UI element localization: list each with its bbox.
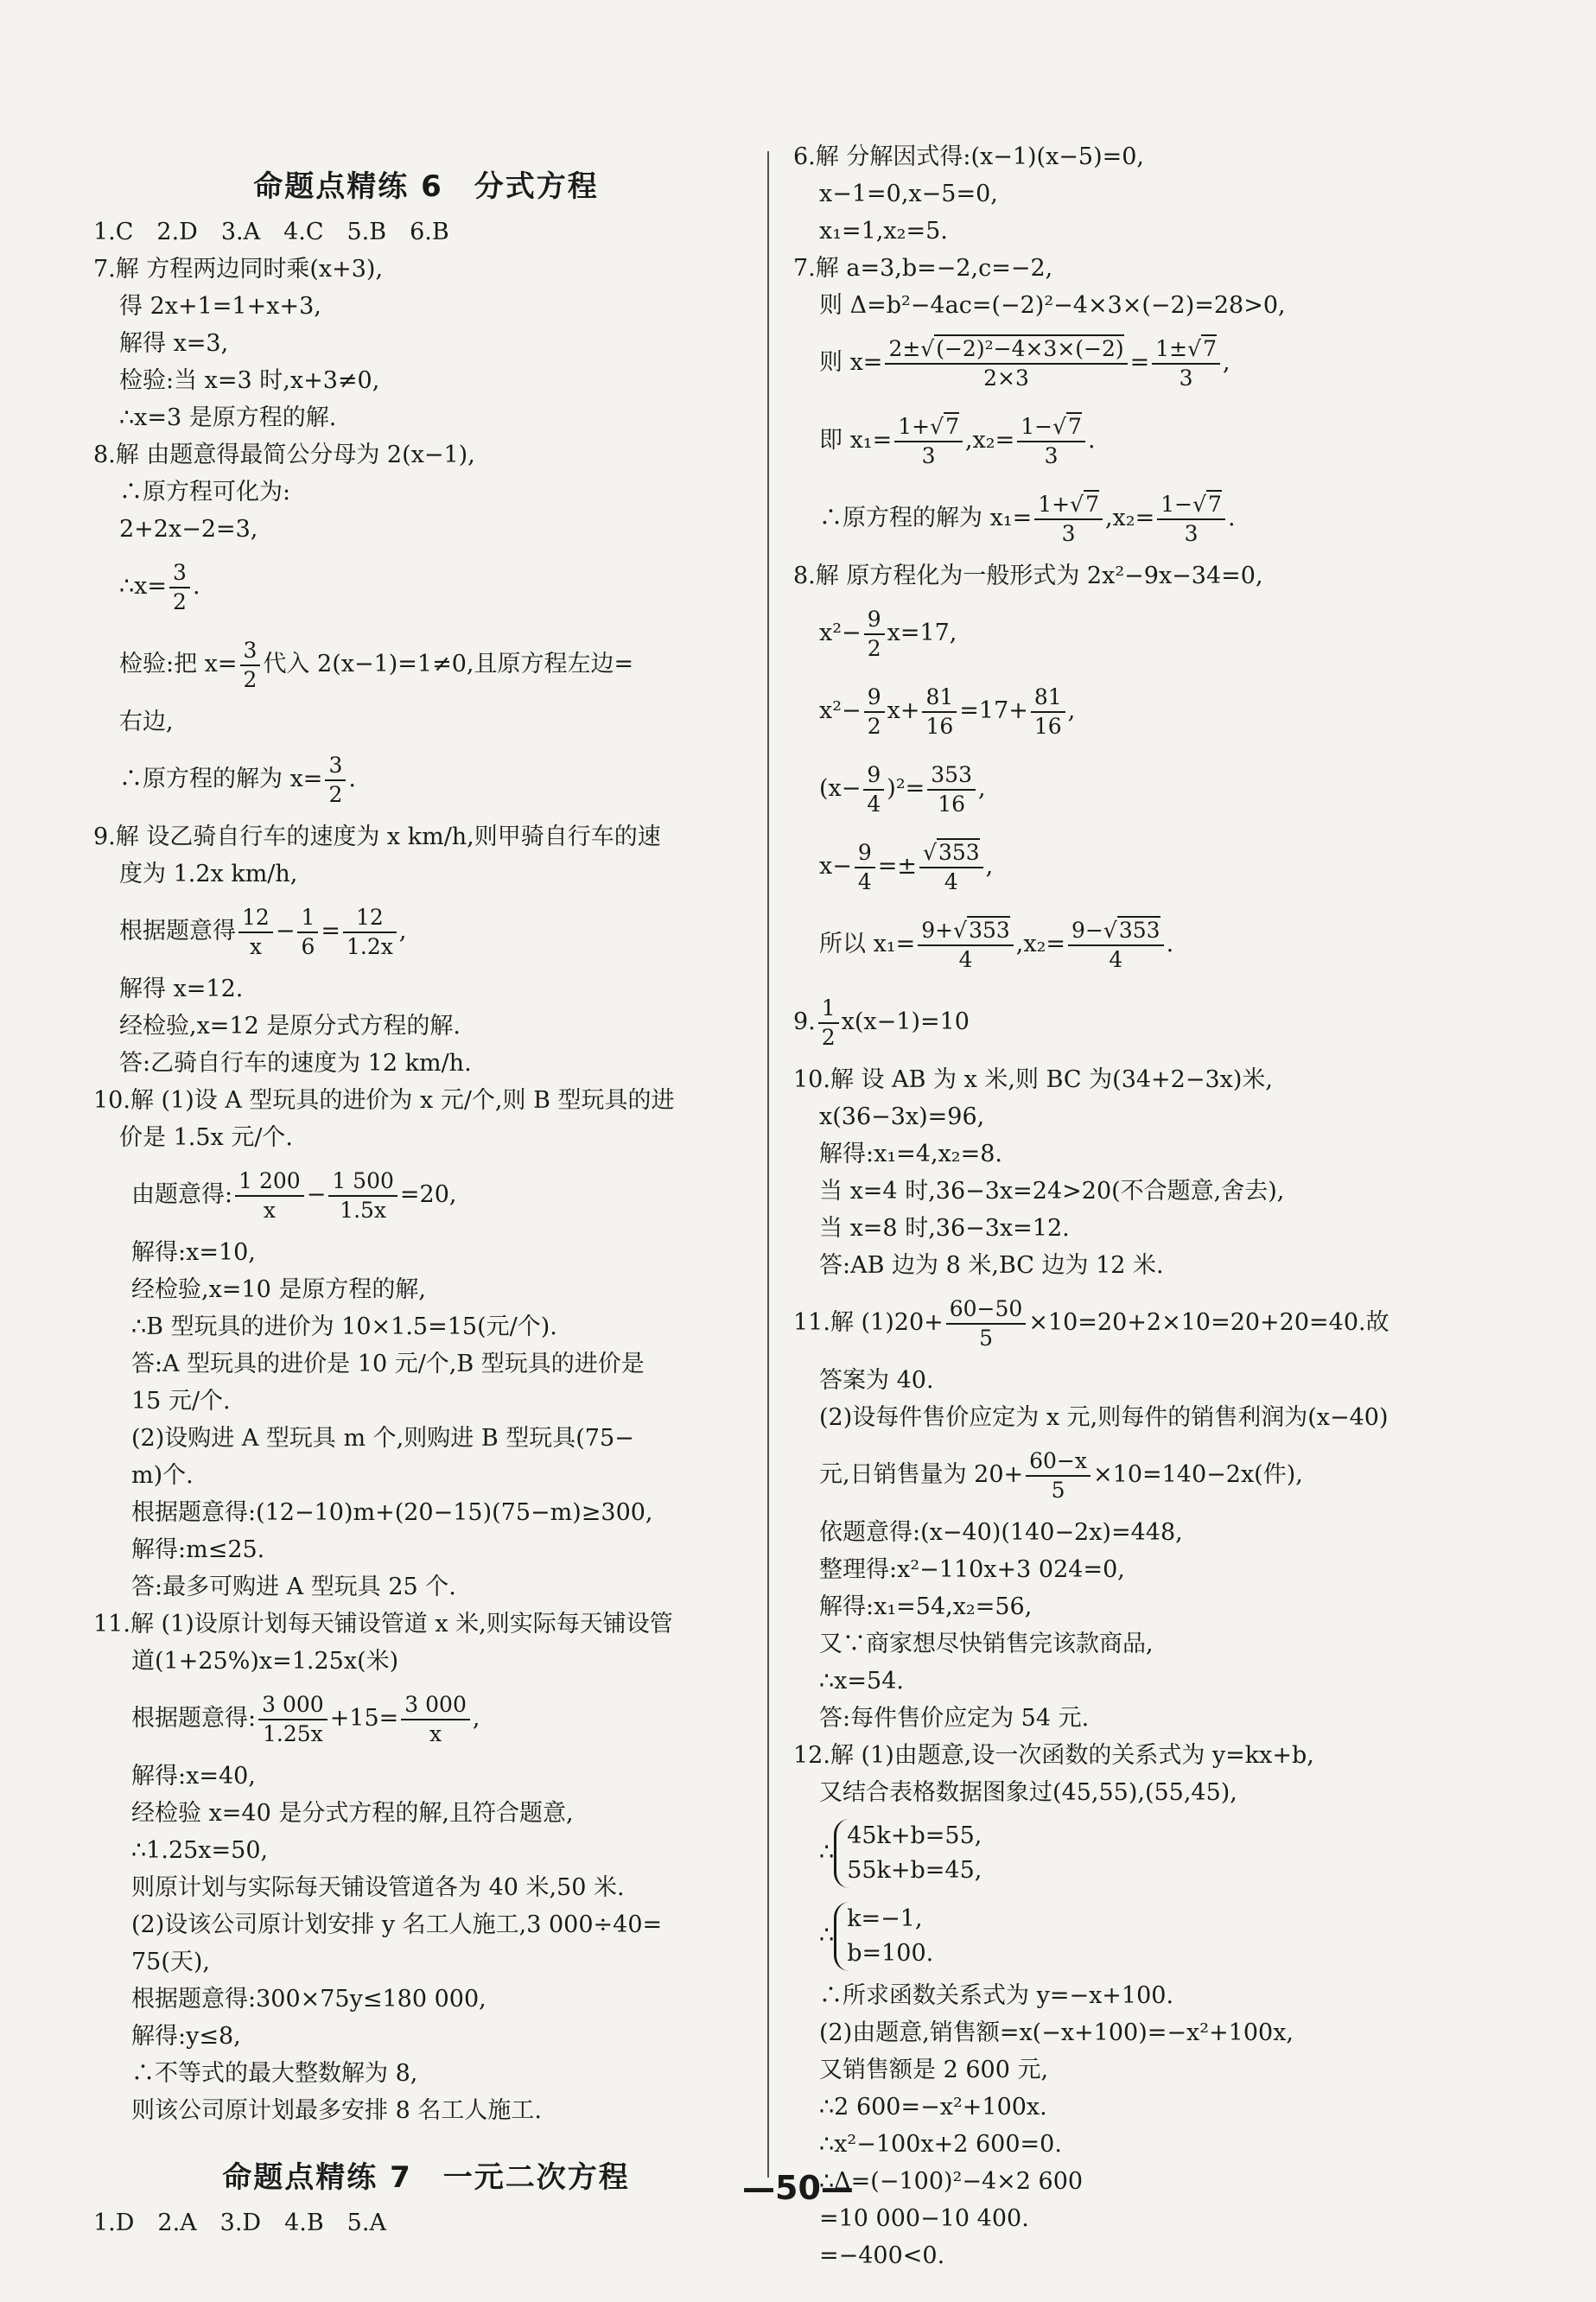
fraction: $\frac{3}{2}$ — [240, 637, 261, 694]
problem-8-quadratic: 8.解 原方程化为一般形式为 2x²−9x−34=0, x²− $\frac{9}{2}$ x=17, x²− $\frac{9}{2}$ x+ $\frac{81}{16}$ =17+ $\frac{81}{16}$ , (x− $\frac{9}{4}$ )²= $\frac{353}{16}$ , x− $\frac{9}{4}$ =± $\frac{√353}{4}$ , 所以 x₁= $\frac{9+√353}{4}$ ,x₂= $\frac{9-√353}{4}$ . — [793, 563, 1263, 972]
fraction: $\frac{1-√7}{3}$ — [1017, 413, 1085, 470]
problem-10-quadratic: 10.解 设 AB 为 x 米,则 BC 为(34+2−3x)米, x(36−3x)=96, 解得:x₁=4,x₂=8. 当 x=4 时,36−3x=24>20(不合题意,舍去), 当 x=8 时,36−3x=12. 答:AB 边为 8 米,BC 边为 12 米. — [793, 1066, 1285, 1279]
fraction: $\frac{12}{1.2x}$ — [343, 904, 397, 961]
fraction: $\frac{1+√7}{3}$ — [894, 413, 963, 470]
fraction: $\frac{3 000}{x}$ — [401, 1691, 470, 1748]
left-column — [93, 138, 759, 2242]
column-divider — [767, 151, 769, 2178]
fraction: $\frac{3}{2}$ — [325, 752, 346, 809]
problem-9: 9.解 设乙骑自行车的速度为 x km/h,则甲骑自行车的速 度为 1.2x km/h, 根据题意得 $\frac{12}{x}$ − $\frac{1}{6}$ = $\frac{12}{1.2x}$ , 解得 x=12. 经检验,x=12 是原分式方程的解. 答:乙骑自行车的速度为 12 km/h. — [93, 824, 661, 1077]
fraction: $\frac{1}{6}$ — [297, 904, 318, 961]
right-column — [793, 138, 1485, 2274]
fraction: $\frac{9+√353}{4}$ — [918, 917, 1014, 974]
fraction: $\frac{3 000}{1.25x}$ — [258, 1691, 327, 1748]
fraction: $\frac{3}{2}$ — [169, 559, 190, 616]
problem-11-quadratic: 11.解 (1)20+ $\frac{60-50}{5}$ ×10=20+2×10=20+20=40.故 答案为 40. (2)设每件售价应定为 x 元,则每件的销售利润为(x−40) 元,日销售量为 20+ $\frac{60-x}{5}$ ×10=140−2x(件), 依题意得:(x−40)(140−2x)=448, 整理得:x²−110x+3 024=0, 解得:x₁=54,x₂=56, 又∵商家想尽快销售完该款商品, ∴x=54. 答:每件售价应定为 54 元. — [793, 1295, 1389, 1732]
fraction: $\frac{1 500}{1.5x}$ — [328, 1167, 397, 1224]
equation-system: k=−1, b=100. — [834, 1902, 933, 1971]
section-title-6: 命题点精练 6 分式方程 — [253, 169, 599, 204]
page-number: —50— — [742, 2169, 854, 2207]
fraction: $\frac{√353}{4}$ — [919, 839, 983, 896]
fraction: $\frac{9}{4}$ — [855, 839, 875, 896]
fraction: $\frac{1 200}{x}$ — [235, 1167, 304, 1224]
fraction: $\frac{\text{2±√(−2)²−4×3×(−2)}}{2\times 3}$ — [885, 335, 1127, 392]
problem-8: 8.解 由题意得最简公分母为 2(x−1), ∴原方程可化为: 2+2x−2=3, ∴x= $\frac{3}{2}$ . 检验:把 x= $\frac{3}{2}$ 代入 2(x−1)=1≠0,且原方程左边= 右边, ∴原方程的解为 x= $\frac{3}{2}$ . — [93, 442, 634, 807]
fraction: $\frac{9-√353}{4}$ — [1068, 917, 1164, 974]
equation-system: 45k+b=55, 55k+b=45, — [834, 1819, 982, 1888]
problem-7-quadratic: 7.解 a=3,b=−2,c=−2, 则 Δ=b²−4ac=(−2)²−4×3×(−2)=28>0, 则 x= $\frac{\text{2±√(−2)²−4×3×(−2)}}{2\times 3}$ = $\frac{1\pm√7}{3}$ , 即 x₁= $\frac{1+√7}{3}$ ,x₂= $\frac{1-√7}{3}$ . ∴原方程的解为 x₁= $\frac{1+√7}{3}$ ,x₂= $\frac{1-√7}{3}$ . — [793, 255, 1286, 546]
answers-7: 1.D 2.A 3.D 4.B 5.A — [93, 2210, 386, 2236]
problem-9-quadratic: 9. $\frac{1}{2}$ x(x−1)=10 — [793, 995, 970, 1050]
fraction: $\frac{60-50}{5}$ — [946, 1295, 1027, 1352]
fraction: $\frac{81}{16}$ — [1031, 684, 1065, 741]
problem-7: 7.解 方程两边同时乘(x+3), 得 2x+1=1+x+3, 解得 x=3, 检验:当 x=3 时,x+3≠0, ∴x=3 是原方程的解. — [93, 256, 384, 431]
fraction: $\frac{9}{2}$ — [864, 606, 885, 663]
problem-10: 10.解 (1)设 A 型玩具的进价为 x 元/个,则 B 型玩具的进 价是 1.5x 元/个. 由题意得: $\frac{1 200}{x}$ − $\frac{1 500}{1.5x}$ =20, 解得:x=10, 经检验,x=10 是原方程的解, ∴B 型玩具的进价为 10×1.5=15(元/个). 答:A 型玩具的进价是 10 元/个,B 型玩具的进价是 15 元/个. (2)设购进 A 型玩具 m 个,则购进 B 型玩具(75− m)个. 根据题意得:(12−10)m+(20−15)(75−m)≥300, 解得:m≤25. 答:最多可购进 A 型玩具 25 个. — [93, 1087, 675, 1600]
fraction: $\frac{353}{16}$ — [927, 761, 976, 818]
fraction: $\frac{9}{2}$ — [864, 684, 885, 741]
fraction: $\frac{1}{2}$ — [818, 995, 839, 1052]
fraction: $\frac{12}{x}$ — [238, 904, 273, 961]
answers-6: 1.C 2.D 3.A 4.C 5.B 6.B — [93, 219, 449, 245]
problem-6: 6.解 分解因式得:(x−1)(x−5)=0, x−1=0,x−5=0, x₁=1,x₂=5. — [793, 143, 1145, 245]
fraction: $\frac{1\pm√7}{3}$ — [1152, 335, 1220, 392]
section-title-7: 命题点精练 7 一元二次方程 — [222, 2160, 630, 2195]
fraction: $\frac{81}{16}$ — [922, 684, 957, 741]
problem-11: 11.解 (1)设原计划每天铺设管道 x 米,则实际每天铺设管 道(1+25%)x=1.25x(米) 根据题意得: $\frac{3 000}{1.25x}$ +15= $\frac{3 000}{x}$ , 解得:x=40, 经检验 x=40 是分式方程的解,且符合题意, ∴1.25x=50, 则原计划与实际每天铺设管道各为 40 米,50 米. (2)设该公司原计划安排 y 名工人施工,3 000÷40= 75(天), 根据题意得:300×75y≤180 000, 解得:y≤8, ∴不等式的最大整数解为 8, 则该公司原计划最多安排 8 名工人施工. — [93, 1611, 673, 2124]
fraction: $\frac{60-x}{5}$ — [1026, 1447, 1090, 1504]
fraction: $\frac{1+√7}{3}$ — [1034, 491, 1103, 548]
fraction: $\frac{9}{4}$ — [863, 761, 884, 818]
fraction: $\frac{1-√7}{3}$ — [1157, 491, 1225, 548]
problem-12: 12.解 (1)由题意,设一次函数的关系式为 y=kx+b, 又结合表格数据图象过(45,55),(55,45), ∴ 45k+b=55, 55k+b=45, ∴ k=−1, b=100. ∴所求函数关系式为 y=−x+100. (2)由题意,销售额=x(−x+100)=−x²+100x, 又销售额是 2 600 元, ∴2 600=−x²+100x. ∴x²−100x+2 600=0. ∴Δ=(−100)²−4×2 600 =10 000−10 400. =−400<0. — [793, 1742, 1314, 2269]
